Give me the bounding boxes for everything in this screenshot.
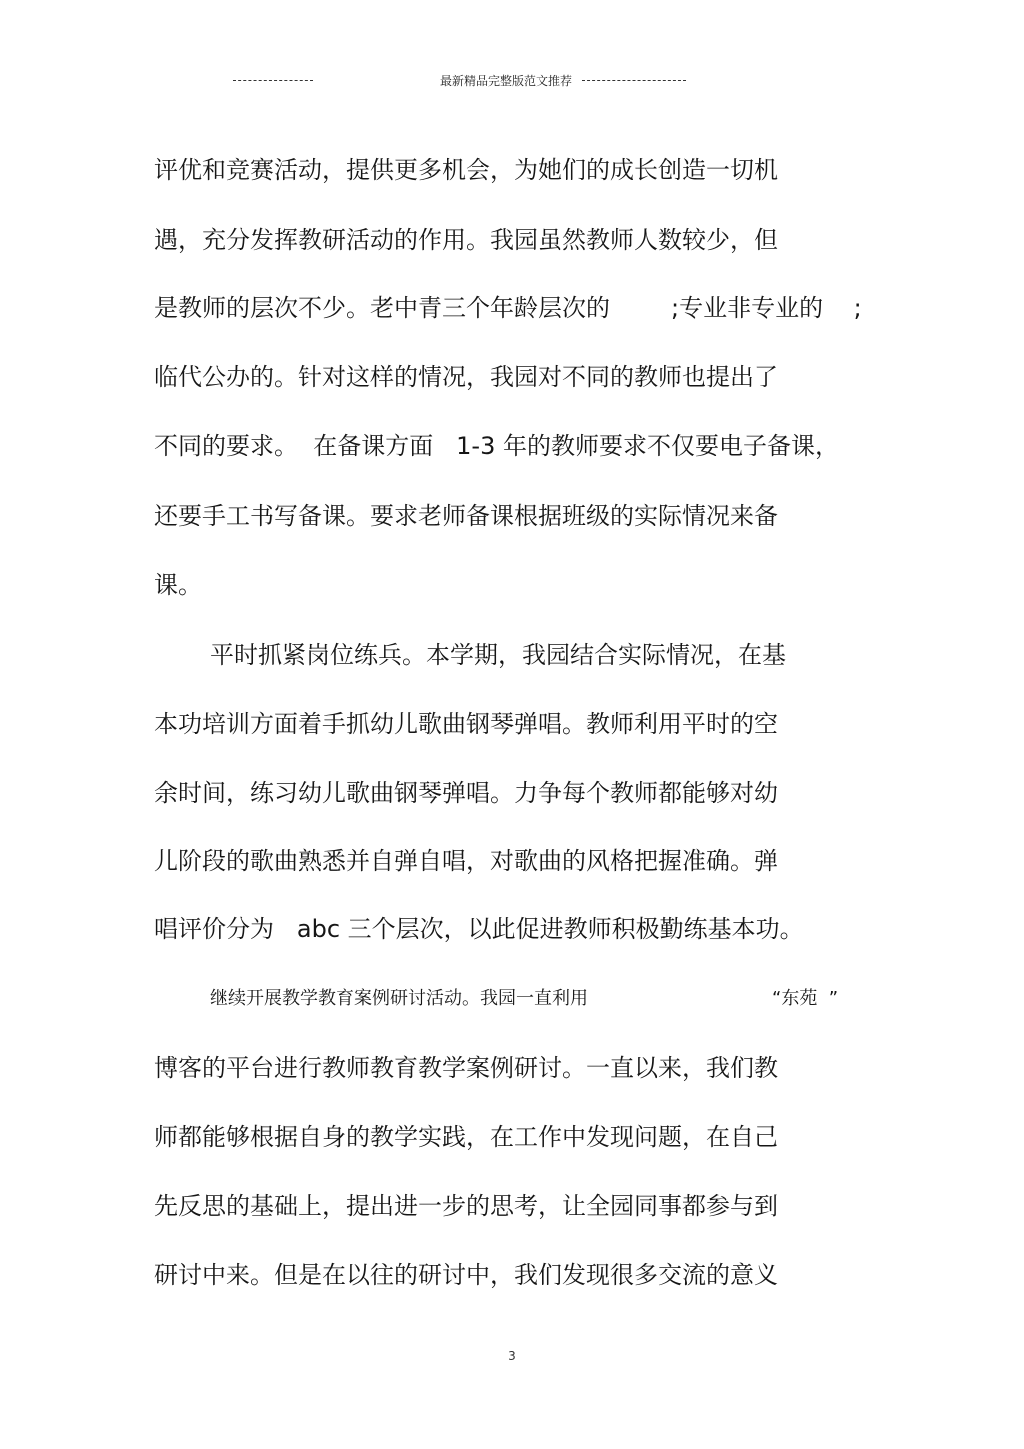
page-header bbox=[0, 72, 1024, 92]
text-line: 余时间，练习幼儿歌曲钢琴弹唱。力争每个教师都能够对幼 bbox=[154, 779, 778, 807]
paragraph-first-line: 平时抓紧岗位练兵。本学期，我园结合实际情况，在基 bbox=[210, 641, 786, 669]
header-rule-right bbox=[582, 80, 686, 81]
text-line: 博客的平台进行教师教育教学案例研讨。一直以来，我们教 bbox=[154, 1054, 778, 1082]
text-line: 师都能够根据自身的教学实践，在工作中发现问题，在自己 bbox=[154, 1123, 778, 1151]
header-title: 最新精品完整版范文推荐 bbox=[440, 74, 573, 88]
small-line-left: 继续开展教学教育案例研讨活动。我园一直利用 bbox=[210, 988, 588, 1009]
text-line: 研讨中来。但是在以往的研讨中，我们发现很多交流的意义 bbox=[154, 1261, 778, 1289]
text-line: 本功培训方面着手抓幼儿歌曲钢琴弹唱。教师利用平时的空 bbox=[154, 710, 778, 738]
text-line: 儿阶段的歌曲熟悉并自弹自唱，对歌曲的风格把握准确。弹 bbox=[154, 847, 778, 875]
text-line: 先反思的基础上，提出进一步的思考，让全园同事都参与到 bbox=[154, 1192, 778, 1220]
text-line: 课。 bbox=[154, 571, 202, 599]
text-line: 是教师的层次不少。老中青三个年龄层次的 ;专业非专业的 ; bbox=[154, 294, 862, 322]
page-number: 3 bbox=[508, 1349, 516, 1363]
small-line-right: “东苑 ” bbox=[772, 988, 839, 1009]
text-line: 不同的要求。 在备课方面 1-3 年的教师要求不仅要电子备课， bbox=[154, 432, 839, 460]
text-line: 评优和竞赛活动，提供更多机会，为她们的成长创造一切机 bbox=[154, 156, 778, 184]
text-line: 临代公办的。针对这样的情况，我园对不同的教师也提出了 bbox=[154, 363, 778, 391]
text-line: 唱评价分为 abc 三个层次，以此促进教师积极勤练基本功。 bbox=[154, 915, 804, 943]
text-line: 还要手工书写备课。要求老师备课根据班级的实际情况来备 bbox=[154, 502, 778, 530]
header-rule-left bbox=[233, 80, 313, 81]
text-line: 遇，充分发挥教研活动的作用。我园虽然教师人数较少，但 bbox=[154, 226, 778, 254]
